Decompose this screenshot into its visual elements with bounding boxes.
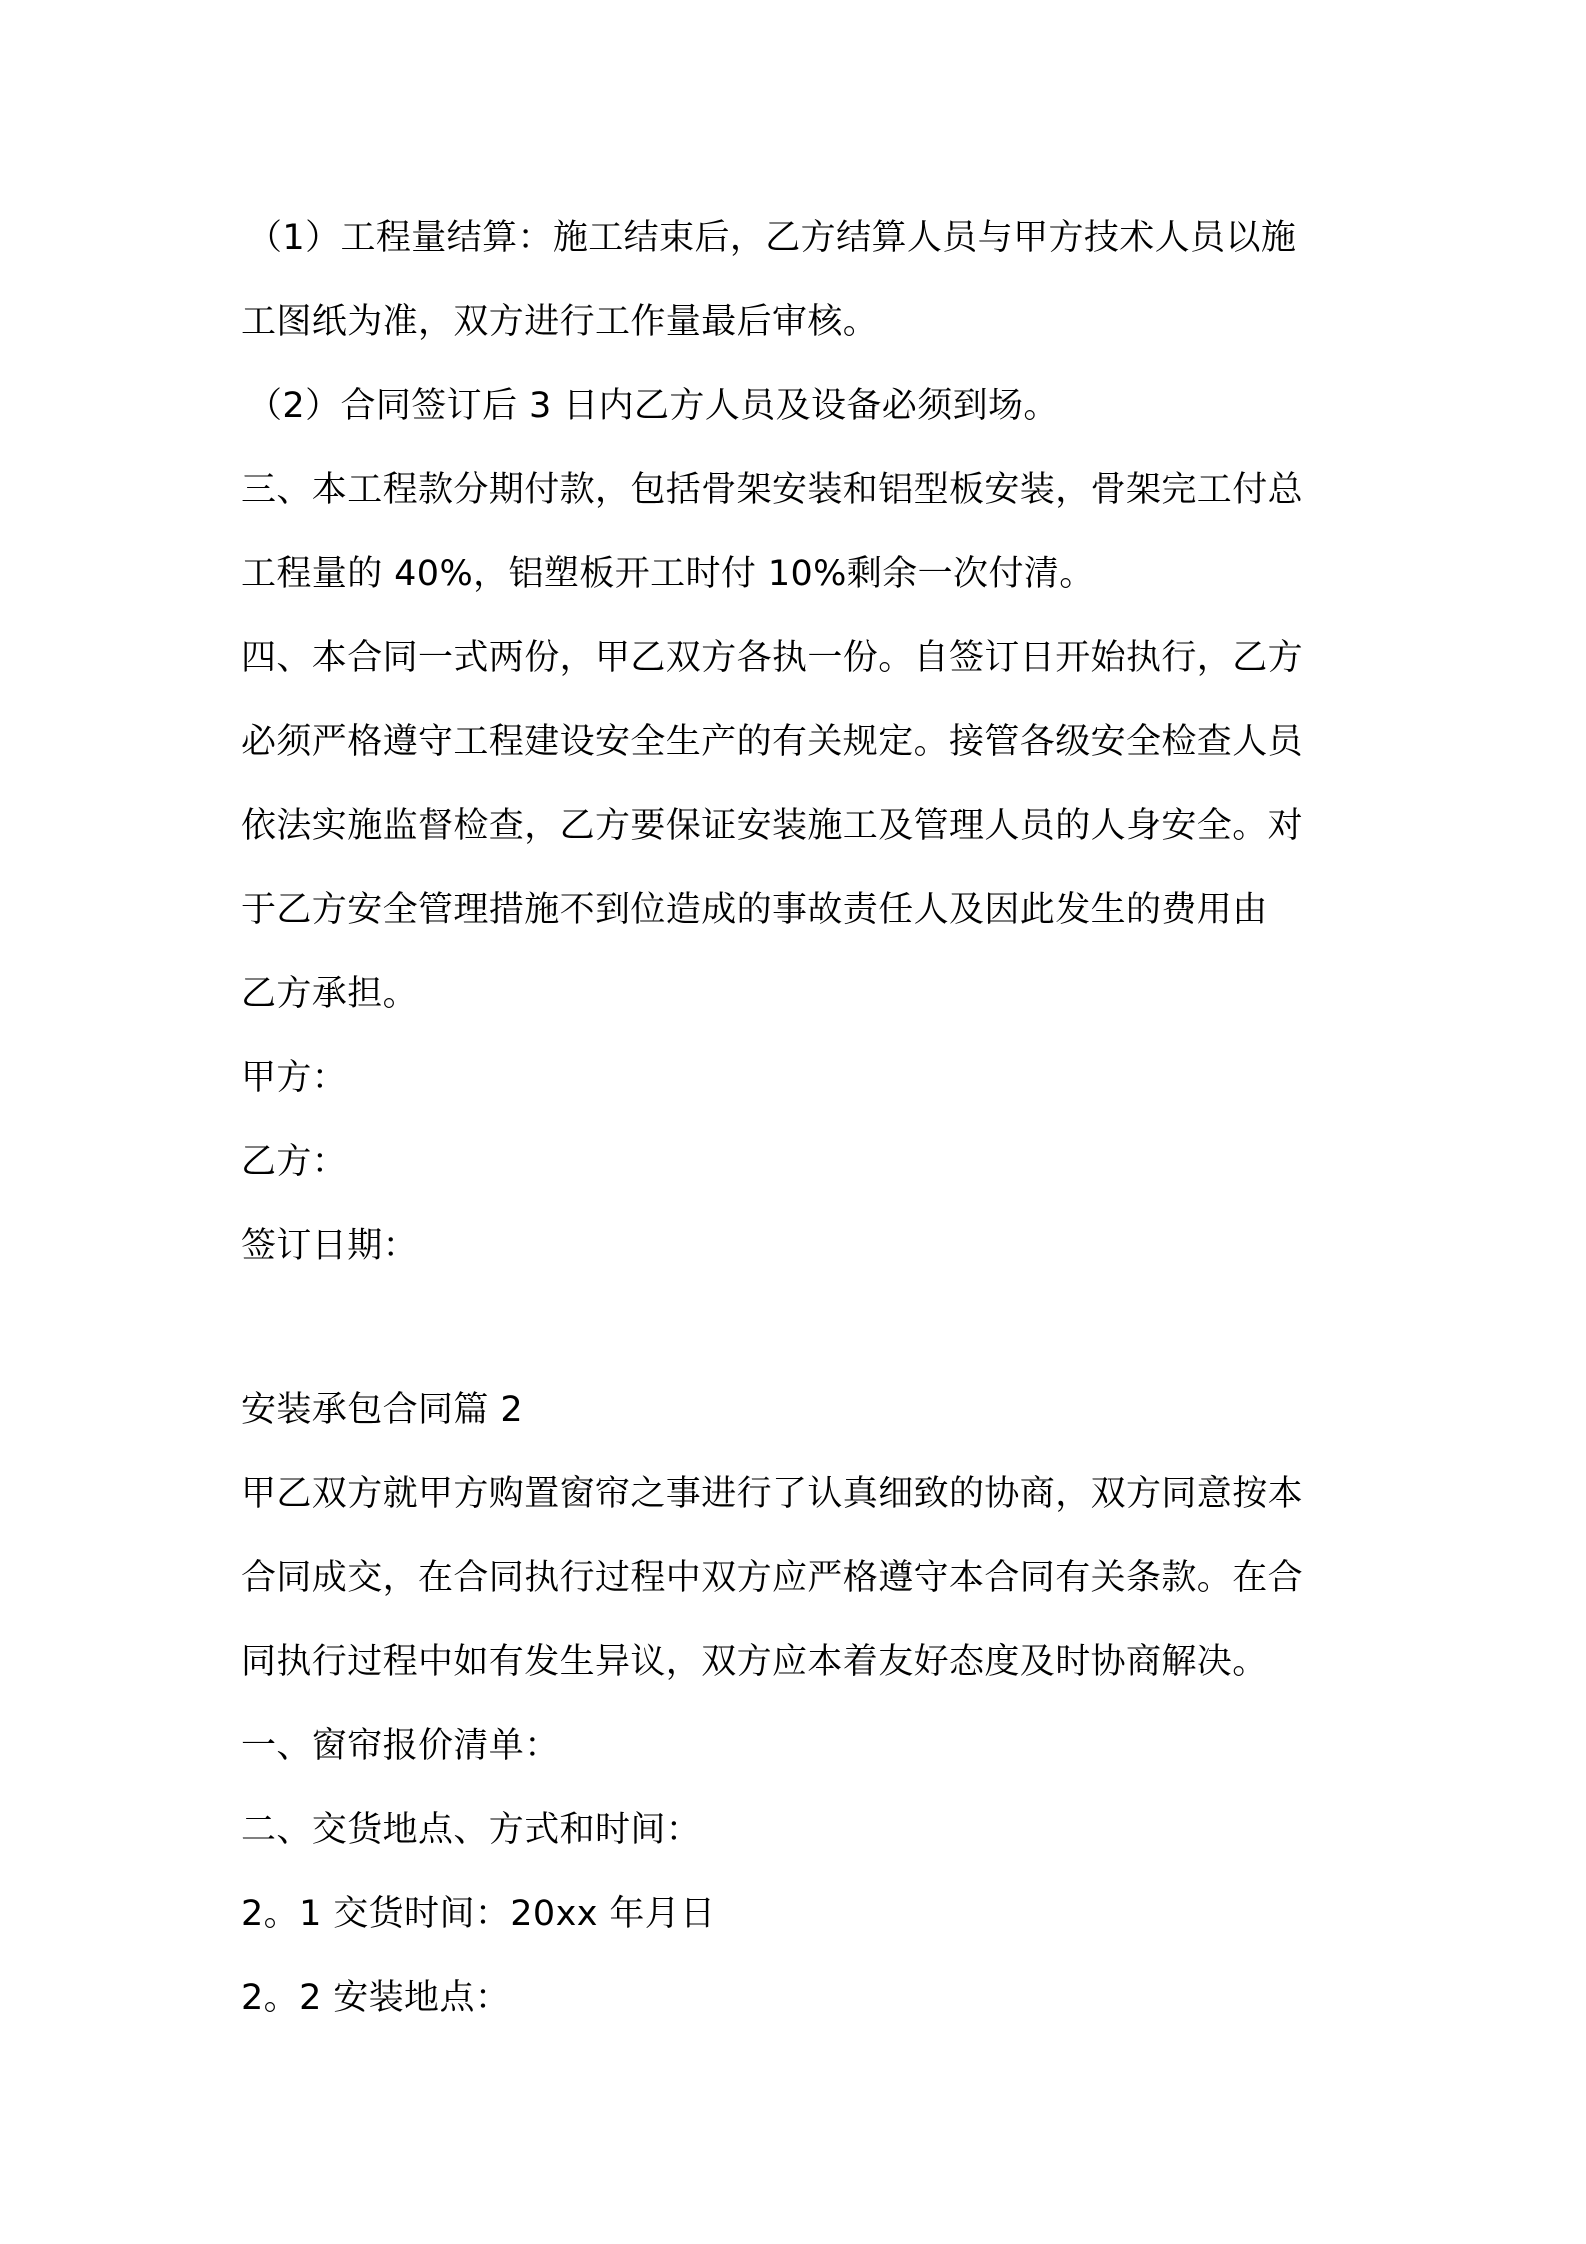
text-line: 三、本工程款分期付款，包括骨架安装和铝型板安装，骨架完工付总 <box>241 470 1304 510</box>
text-line: 同执行过程中如有发生异议，双方应本着友好态度及时协商解决。 <box>241 1642 1268 1682</box>
party-b-label: 乙方： <box>241 1142 348 1182</box>
install-location: 2。2 安装地点： <box>241 1978 511 2018</box>
intro-paragraph <box>241 1452 1361 1704</box>
text-line: 工图纸为准，双方进行工作量最后审核。 <box>241 302 879 342</box>
text-line: 合同成交，在合同执行过程中双方应严格遵守本合同有关条款。在合 <box>241 1558 1304 1598</box>
document-body <box>241 196 1361 2040</box>
section-gap <box>241 1288 1361 1368</box>
text-line: 必须严格遵守工程建设安全生产的有关规定。接管各级安全检查人员 <box>241 722 1304 762</box>
delivery-time: 2。1 交货时间：20xx 年月日 <box>241 1894 716 1934</box>
settlement-clause <box>241 196 1361 364</box>
text-line: 依法实施监督检查，乙方要保证安装施工及管理人员的人身安全。对 <box>241 806 1304 846</box>
text-line: （2）合同签订后 3 日内乙方人员及设备必须到场。 <box>247 386 1059 426</box>
sign-date-label: 签订日期： <box>241 1226 419 1266</box>
safety-clause <box>241 616 1361 1036</box>
arrival-clause <box>241 364 1361 448</box>
text-line: 四、本合同一式两份，甲乙双方各执一份。自签订日开始执行，乙方 <box>241 638 1304 678</box>
text-line: 甲乙双方就甲方购置窗帘之事进行了认真细致的协商，双方同意按本 <box>241 1474 1304 1514</box>
price-list-heading: 一、窗帘报价清单： <box>241 1726 560 1766</box>
delivery-heading: 二、交货地点、方式和时间： <box>241 1810 702 1850</box>
text-line: （1）工程量结算：施工结束后，乙方结算人员与甲方技术人员以施 <box>247 218 1297 258</box>
party-a-label: 甲方： <box>241 1058 348 1098</box>
text-line: 乙方承担。 <box>241 974 419 1014</box>
text-line: 工程量的 40%，铝塑板开工时付 10%剩余一次付清。 <box>241 554 1095 594</box>
payment-clause <box>241 448 1361 616</box>
section-title: 安装承包合同篇 2 <box>241 1390 523 1430</box>
text-line: 于乙方安全管理措施不到位造成的事故责任人及因此发生的费用由 <box>241 890 1268 930</box>
